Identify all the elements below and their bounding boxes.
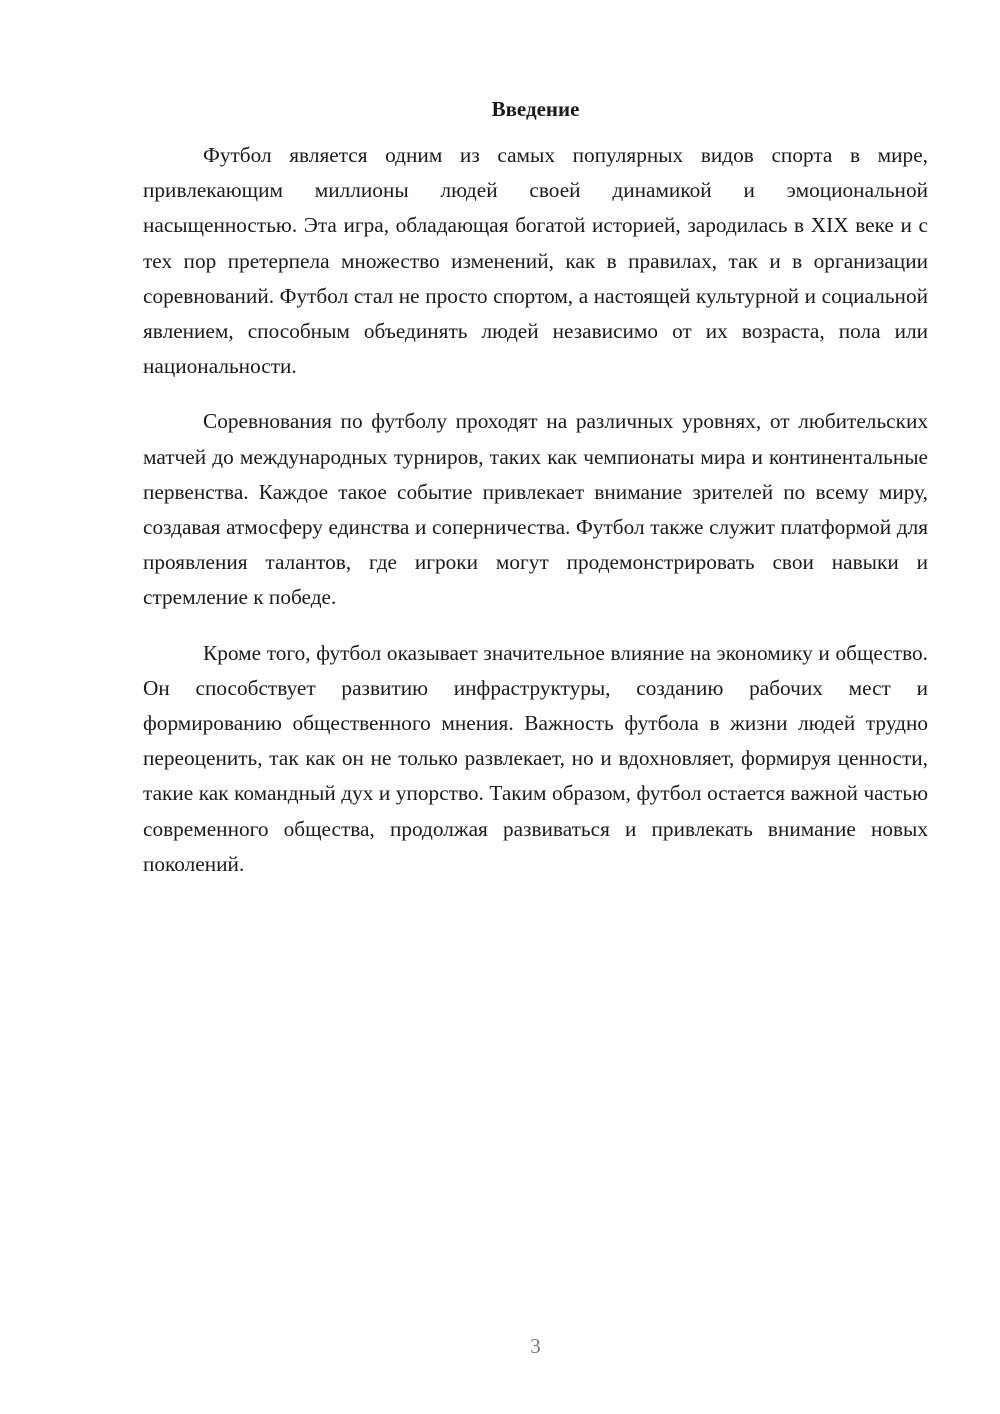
paragraph-1: Футбол является одним из самых популярных видов спорта в мире, привлекающим миллионы людей своей динамикой и эмоциональной насыщенностью. Эта игра, обладающая богатой историей, зародилась в XIX веке и с тех пор претерпела множество изменений, как в правилах, так и в организации соревнований. Футбол стал не просто спортом, а настоящей культурной и социальной явлением, способным объединять людей независимо от их возраста, пола или национальности. xyxy=(143,143,928,379)
section-title: Введение xyxy=(491,97,580,121)
page-content xyxy=(143,92,928,902)
paragraph-3: Кроме того, футбол оказывает значительное влияние на экономику и общество. Он способствует развитию инфраструктуры, созданию рабочих мест и формированию общественного мнения. Важность футбола в жизни людей трудно переоценить, так как он не только развлекает, но и вдохновляет, формируя ценности, такие как командный дух и упорство. Таким образом, футбол остается важной частью современного общества, продолжая развиваться и привлекать внимание новых поколений. xyxy=(143,640,928,876)
page-number: 3 xyxy=(530,1334,541,1358)
paragraph-2: Соревнования по футболу проходят на различных уровнях, от любительских матчей до международных турниров, таких как чемпионаты мира и континентальные первенства. Каждое такое событие привлекает внимание зрителей по всему миру, создавая атмосферу единства и соперничества. Футбол также служит платформой для проявления талантов, где игроки могут продемонстрировать свои навыки и стремление к победе. xyxy=(143,409,928,610)
